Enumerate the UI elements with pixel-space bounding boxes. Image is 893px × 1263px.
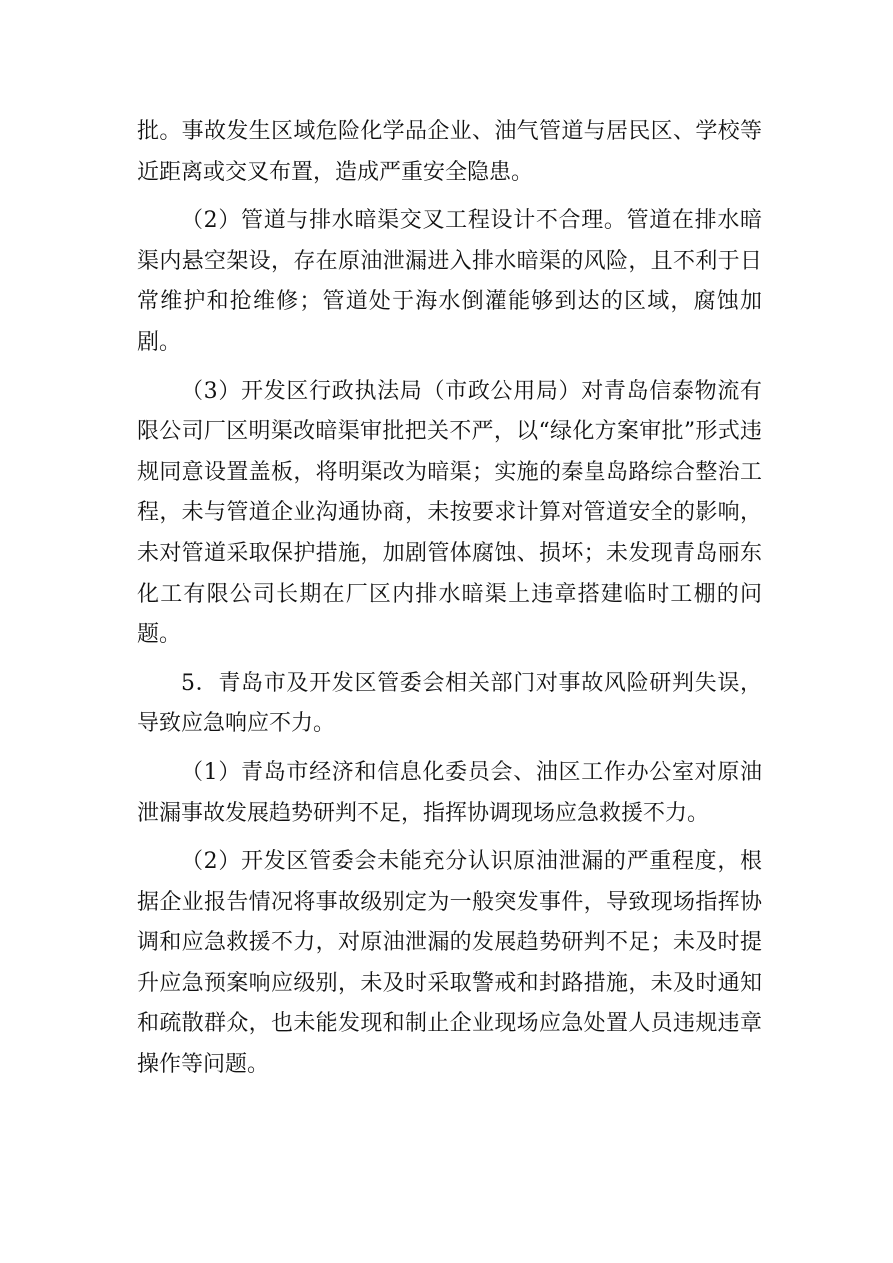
paragraph-item-5-2: （2）开发区管委会未能充分认识原油泄漏的严重程度，根据企业报告情况将事故级别定为一般突发事件，导致现场指挥协调和应急救援不力，对原油泄漏的发展趋势研判不足；未及时提升应急预案响应级别，未及时采取警戒和封路措施，未及时通知和疏散群众，也未能发现和制止企业现场应急处置人员违规违章操作等问题。 [137,849,762,1078]
paragraph-item-3: （3）开发区行政执法局（市政公用局）对青岛信泰物流有限公司厂区明渠改暗渠审批把关不严，以“绿化方案审批”形式违规同意设置盖板，将明渠改为暗渠；实施的秦皇岛路综合整治工程，未与管道企业沟通协商，未按要求计算对管道安全的影响，未对管道采取保护措施，加剧管体腐蚀、损坏；未发现青岛丽东化工有限公司长期在厂区内排水暗渠上违章搭建临时工棚的问题。 [137,378,762,648]
paragraph-section-5: 5．青岛市及开发区管委会相关部门对事故风险研判失误，导致应急响应不力。 [137,670,762,737]
document-body [137,112,762,1086]
paragraph-continuation: 批。事故发生区域危险化学品企业、油气管道与居民区、学校等近距离或交叉布置，造成严重安全隐患。 [137,119,762,185]
paragraph-item-2: （2）管道与排水暗渠交叉工程设计不合理。管道在排水暗渠内悬空架设，存在原油泄漏进入排水暗渠的风险，且不利于日常维护和抢维修；管道处于海水倒灌能够到达的区域，腐蚀加剧。 [137,208,762,355]
paragraph-item-5-1: （1）青岛市经济和信息化委员会、油区工作办公室对原油泄漏事故发展趋势研判不足，指挥协调现场应急救援不力。 [137,759,762,826]
